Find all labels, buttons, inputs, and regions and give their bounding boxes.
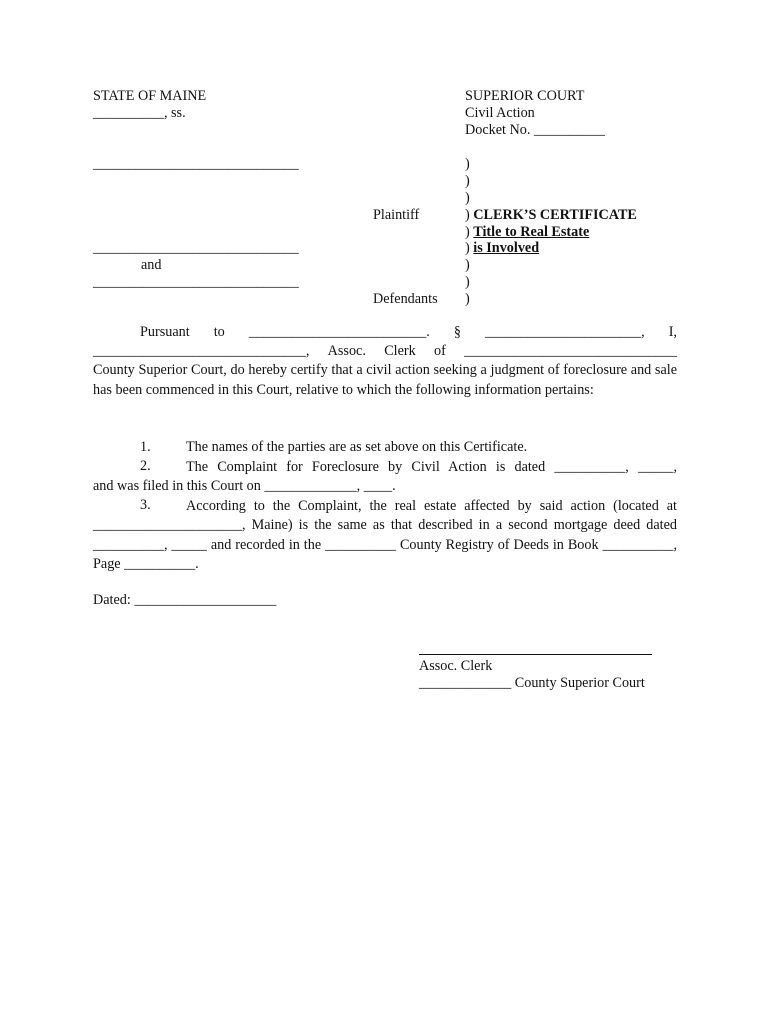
caption-paren-sub1 <box>465 224 589 241</box>
section-blank: ______________________, <box>485 324 645 340</box>
caption-paren-title <box>465 207 637 224</box>
state-heading: STATE OF MAINE <box>93 88 207 104</box>
caption-paren: ) <box>465 190 470 206</box>
item-3-first-line: According to the Complaint, the real estate affected by said action (located at <box>186 498 677 514</box>
dated-line: Dated: ____________________ <box>93 592 277 608</box>
caption-paren: ) <box>465 257 470 273</box>
caption-paren: ) <box>465 224 470 240</box>
plaintiff-label: Plaintiff <box>373 207 420 223</box>
certificate-title: CLERK’S CERTIFICATE <box>473 207 637 223</box>
caption-paren: ) <box>465 173 470 189</box>
signature-court: _____________ County Superior Court <box>419 675 645 691</box>
body-word: Assoc. <box>327 343 366 359</box>
body-line-1 <box>93 323 677 342</box>
county-ss-line: __________, ss. <box>93 105 186 121</box>
certificate-subtitle-1: Title to Real Estate <box>473 224 590 240</box>
defendant-name-line-2: _____________________________ <box>93 274 299 290</box>
caption-paren: ) <box>465 291 470 307</box>
item-number: 3. <box>140 497 151 513</box>
defendants-label: Defendants <box>373 291 438 307</box>
court-heading: SUPERIOR COURT <box>465 88 585 104</box>
signature-role: Assoc. Clerk <box>419 658 493 674</box>
item-3-rest: _____________________, Maine) is the same as that described in a second mortgage deed dated __________, _____ and recorded in the __________ County Registry of Deeds in Book __________, Page __________. <box>93 517 677 572</box>
body-word: Pursuant <box>140 324 190 340</box>
county-blank: ______________________________ <box>464 343 677 359</box>
caption-paren: ) <box>465 156 470 172</box>
signature-line <box>419 654 652 655</box>
caption-paren-sub2 <box>465 240 539 257</box>
plaintiff-name-line: _____________________________ <box>93 156 299 172</box>
clerk-name-blank: ______________________________, <box>93 343 310 359</box>
item-1-text: The names of the parties are as set above on this Certificate. <box>186 439 528 455</box>
caption-paren: ) <box>465 240 470 256</box>
body-line-2 <box>93 342 677 361</box>
item-2-first-line: The Complaint for Foreclosure by Civil Action is dated __________, _____, <box>186 459 677 475</box>
body-word: to <box>213 324 225 340</box>
body-word: I, <box>668 324 677 340</box>
body-word: Clerk <box>384 343 416 359</box>
caption-paren: ) <box>465 207 470 223</box>
item-number: 2. <box>140 458 151 474</box>
defendant-name-line-1: _____________________________ <box>93 240 299 256</box>
certificate-subtitle-2: is Involved <box>473 240 540 256</box>
section-symbol: § <box>453 324 461 340</box>
docket-number: Docket No. __________ <box>465 122 605 138</box>
and-text: and <box>141 257 162 273</box>
caption-paren: ) <box>465 274 470 290</box>
body-word: of <box>434 343 446 359</box>
certification-paragraph: County Superior Court, do hereby certify that a civil action seeking a judgment of foreclosure and sale has been commenced in this Court, relative to which the following information pertains: <box>93 362 677 398</box>
item-2-rest: and was filed in this Court on _____________, ____. <box>93 478 396 494</box>
item-number: 1. <box>140 439 151 455</box>
statute-blank: _________________________. <box>248 324 430 340</box>
action-type: Civil Action <box>465 105 535 121</box>
